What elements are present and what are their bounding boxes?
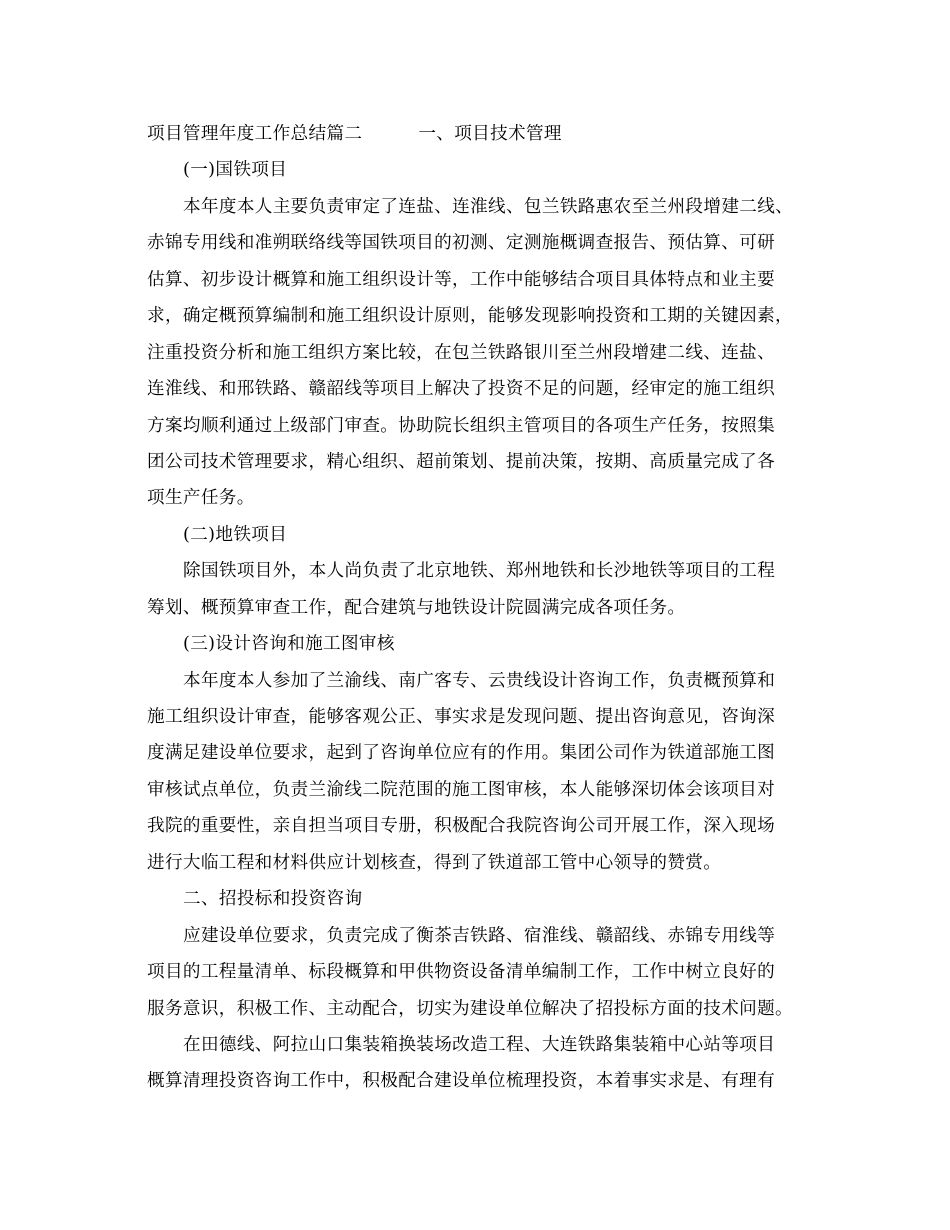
paragraph-line: 应建设单位要求，负责完成了衡茶吉铁路、宿淮线、赣韶线、赤锦专用线等: [183, 925, 776, 946]
paragraph-line: 估算、初步设计概算和施工组织设计等，工作中能够结合项目具体特点和业主要: [147, 269, 776, 290]
paragraph-line: 施工组织设计审查，能够客观公正、事实求是发现问题、提出咨询意见，咨询深: [147, 707, 776, 727]
paragraph-line: 方案均顺利通过上级部门审查。协助院长组织主管项目的各项生产任务，按照集: [147, 415, 776, 436]
section-heading-2: 二、招投标和投资咨询: [183, 889, 363, 910]
document-body: [147, 116, 807, 1100]
paragraph-line: 注重投资分析和施工组织方案比较，在包兰铁路银川至兰州段增建二线、连盐、: [147, 342, 776, 363]
first-line: [147, 116, 807, 152]
paragraph-line: 本年度本人参加了兰渝线、南广客专、云贵线设计咨询工作，负责概预算和: [183, 670, 776, 691]
paragraph-line: 本年度本人主要负责审定了连盐、连淮线、包兰铁路惠农至兰州段增建二线、: [183, 196, 794, 217]
paragraph-line: 团公司技术管理要求，精心组织、超前策划、提前决策，按期、高质量完成了各: [147, 451, 776, 472]
subheading-1: (一)国铁项目: [183, 160, 288, 181]
paragraph-line: 除国铁项目外，本人尚负责了北京地铁、郑州地铁和长沙地铁等项目的工程: [183, 561, 776, 582]
subheading-2: (二)地铁项目: [183, 524, 288, 545]
paragraph-line: 赤锦专用线和准朔联络线等国铁项目的初测、定测施概调查报告、预估算、可研: [147, 233, 776, 254]
paragraph-line: 度满足建设单位要求，起到了咨询单位应有的作用。集团公司作为铁道部施工图: [147, 743, 776, 764]
paragraph-line: 连淮线、和邢铁路、赣韶线等项目上解决了投资不足的问题，经审定的施工组织: [147, 379, 776, 400]
paragraph-line: 我院的重要性，亲自担当项目专册，积极配合我院咨询公司开展工作，深入现场: [147, 816, 776, 837]
paragraph-line: 概算清理投资咨询工作中，积极配合建设单位梳理投资，本着事实求是、有理有: [147, 1071, 776, 1092]
paragraph-line: 项目的工程量清单、标段概算和甲供物资设备清单编制工作，工作中树立良好的: [147, 962, 776, 983]
paragraph-line: 在田德线、阿拉山口集装箱换装场改造工程、大连铁路集装箱中心站等项目: [183, 1034, 776, 1055]
paragraph-line: 服务意识，积极工作、主动配合，切实为建设单位解决了招投标方面的技术问题。: [147, 998, 793, 1019]
paragraph-line: 进行大临工程和材料供应计划核查，得到了铁道部工管中心领导的赞赏。: [147, 852, 722, 873]
paragraph-line: 审核试点单位，负责兰渝线二院范围的施工图审核，本人能够深切体会该项目对: [147, 779, 776, 800]
section-heading-1: 一、项目技术管理: [418, 124, 562, 144]
paragraph-line: 项生产任务。: [147, 488, 255, 509]
paragraph-line: 筹划、概预算审查工作，配合建筑与地铁设计院圆满完成各项任务。: [147, 597, 686, 618]
subheading-3: (三)设计咨询和施工图审核: [183, 634, 395, 655]
document-title: 项目管理年度工作总结篇二: [147, 124, 363, 144]
paragraph-line: 求，确定概预算编制和施工组织设计原则，能够发现影响投资和工期的关键因素，: [147, 306, 793, 327]
